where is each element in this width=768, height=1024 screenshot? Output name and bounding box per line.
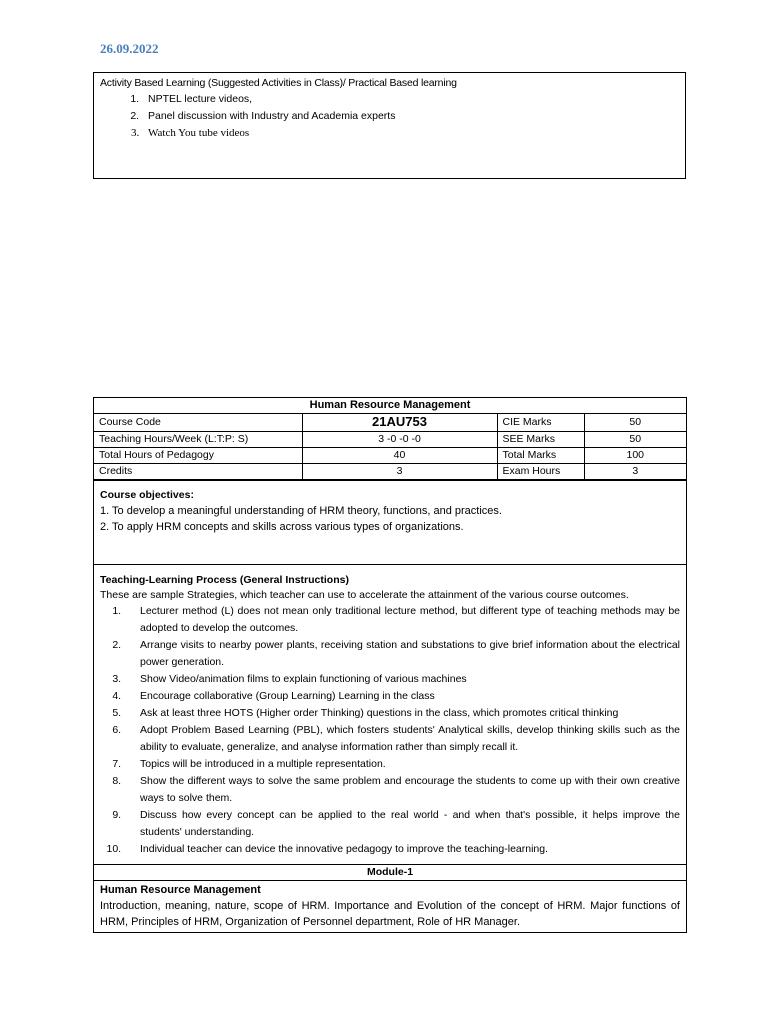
table-row xyxy=(94,448,686,464)
credits-label: Credits xyxy=(94,464,302,480)
list-item: 2. Arrange visits to nearby power plants, receiving station and substations to give brief information about the electrical power generation. xyxy=(124,637,680,671)
list-item: 6. Adopt Problem Based Learning (PBL), which fosters students' Analytical skills, develop thinking skills such as the ability to evaluate, generalize, and analyse information rather than simply recall it. xyxy=(124,722,680,756)
table-row xyxy=(94,464,686,480)
activity-item: 1. NPTEL lecture videos, xyxy=(142,91,679,108)
objectives-heading: Course objectives: xyxy=(100,489,194,501)
tlp-list xyxy=(100,603,680,858)
module-label: Module-1 xyxy=(94,864,686,880)
teaching-learning-process xyxy=(94,564,686,864)
total-marks-label: Total Marks xyxy=(497,448,584,464)
activity-title: Activity Based Learning (Suggested Activities in Class)/ Practical Based learning xyxy=(100,77,457,89)
activity-list xyxy=(100,91,679,142)
objective-line: 2. To apply HRM concepts and skills across various types of organizations. xyxy=(100,521,464,533)
table-row xyxy=(94,432,686,448)
course-title: Human Resource Management xyxy=(94,398,686,414)
credits-value: 3 xyxy=(302,464,497,480)
list-item: 3. Show Video/animation films to explain functioning of various machines xyxy=(124,671,680,688)
course-code-label: Course Code xyxy=(94,414,302,432)
pedagogy-hours-label: Total Hours of Pedagogy xyxy=(94,448,302,464)
course-code-value: 21AU753 xyxy=(302,414,497,432)
module-heading: Human Resource Management xyxy=(100,884,261,896)
list-item: 4. Encourage collaborative (Group Learning) Learning in the class xyxy=(124,688,680,705)
module-content xyxy=(94,880,686,932)
tlp-heading: Teaching-Learning Process (General Instructions) xyxy=(100,574,349,586)
activity-item: 2. Panel discussion with Industry and Academia experts xyxy=(142,108,679,125)
document-date: 26.09.2022 xyxy=(100,41,159,56)
exam-hours-label: Exam Hours xyxy=(497,464,584,480)
total-marks-value: 100 xyxy=(584,448,686,464)
objective-line: 1. To develop a meaningful understanding of HRM theory, functions, and practices. xyxy=(100,505,502,517)
list-item: 7. Topics will be introduced in a multiple representation. xyxy=(124,756,680,773)
list-item: 10. Individual teacher can device the innovative pedagogy to improve the teaching-learning. xyxy=(124,841,680,858)
cie-marks-value: 50 xyxy=(584,414,686,432)
table-row xyxy=(94,414,686,432)
course-info-table xyxy=(94,398,686,480)
activity-based-learning-box xyxy=(93,72,686,179)
course-syllabus xyxy=(93,397,687,933)
list-item: 9. Discuss how every concept can be applied to the real world - and when that's possible, it helps improve the students' understanding. xyxy=(124,807,680,841)
see-marks-value: 50 xyxy=(584,432,686,448)
teaching-hours-label: Teaching Hours/Week (L:T:P: S) xyxy=(94,432,302,448)
activity-item: 3. Watch You tube videos xyxy=(142,125,679,142)
exam-hours-value: 3 xyxy=(584,464,686,480)
pedagogy-hours-value: 40 xyxy=(302,448,497,464)
list-item: 8. Show the different ways to solve the same problem and encourage the students to come up with their own creative ways to solve them. xyxy=(124,773,680,807)
see-marks-label: SEE Marks xyxy=(497,432,584,448)
cie-marks-label: CIE Marks xyxy=(497,414,584,432)
list-item: 1. Lecturer method (L) does not mean only traditional lecture method, but different type of teaching methods may be adopted to develop the outcomes. xyxy=(124,603,680,637)
tlp-intro: These are sample Strategies, which teacher can use to accelerate the attainment of the various course outcomes. xyxy=(100,589,629,601)
module-text: Introduction, meaning, nature, scope of HRM. Importance and Evolution of the concept of HRM. Major functions of HRM, Principles of HRM, Organization of Personnel department, Role of HR Manager. xyxy=(100,900,680,928)
teaching-hours-value: 3 -0 -0 -0 xyxy=(302,432,497,448)
course-objectives xyxy=(94,480,686,564)
list-item: 5. Ask at least three HOTS (Higher order Thinking) questions in the class, which promotes critical thinking xyxy=(124,705,680,722)
